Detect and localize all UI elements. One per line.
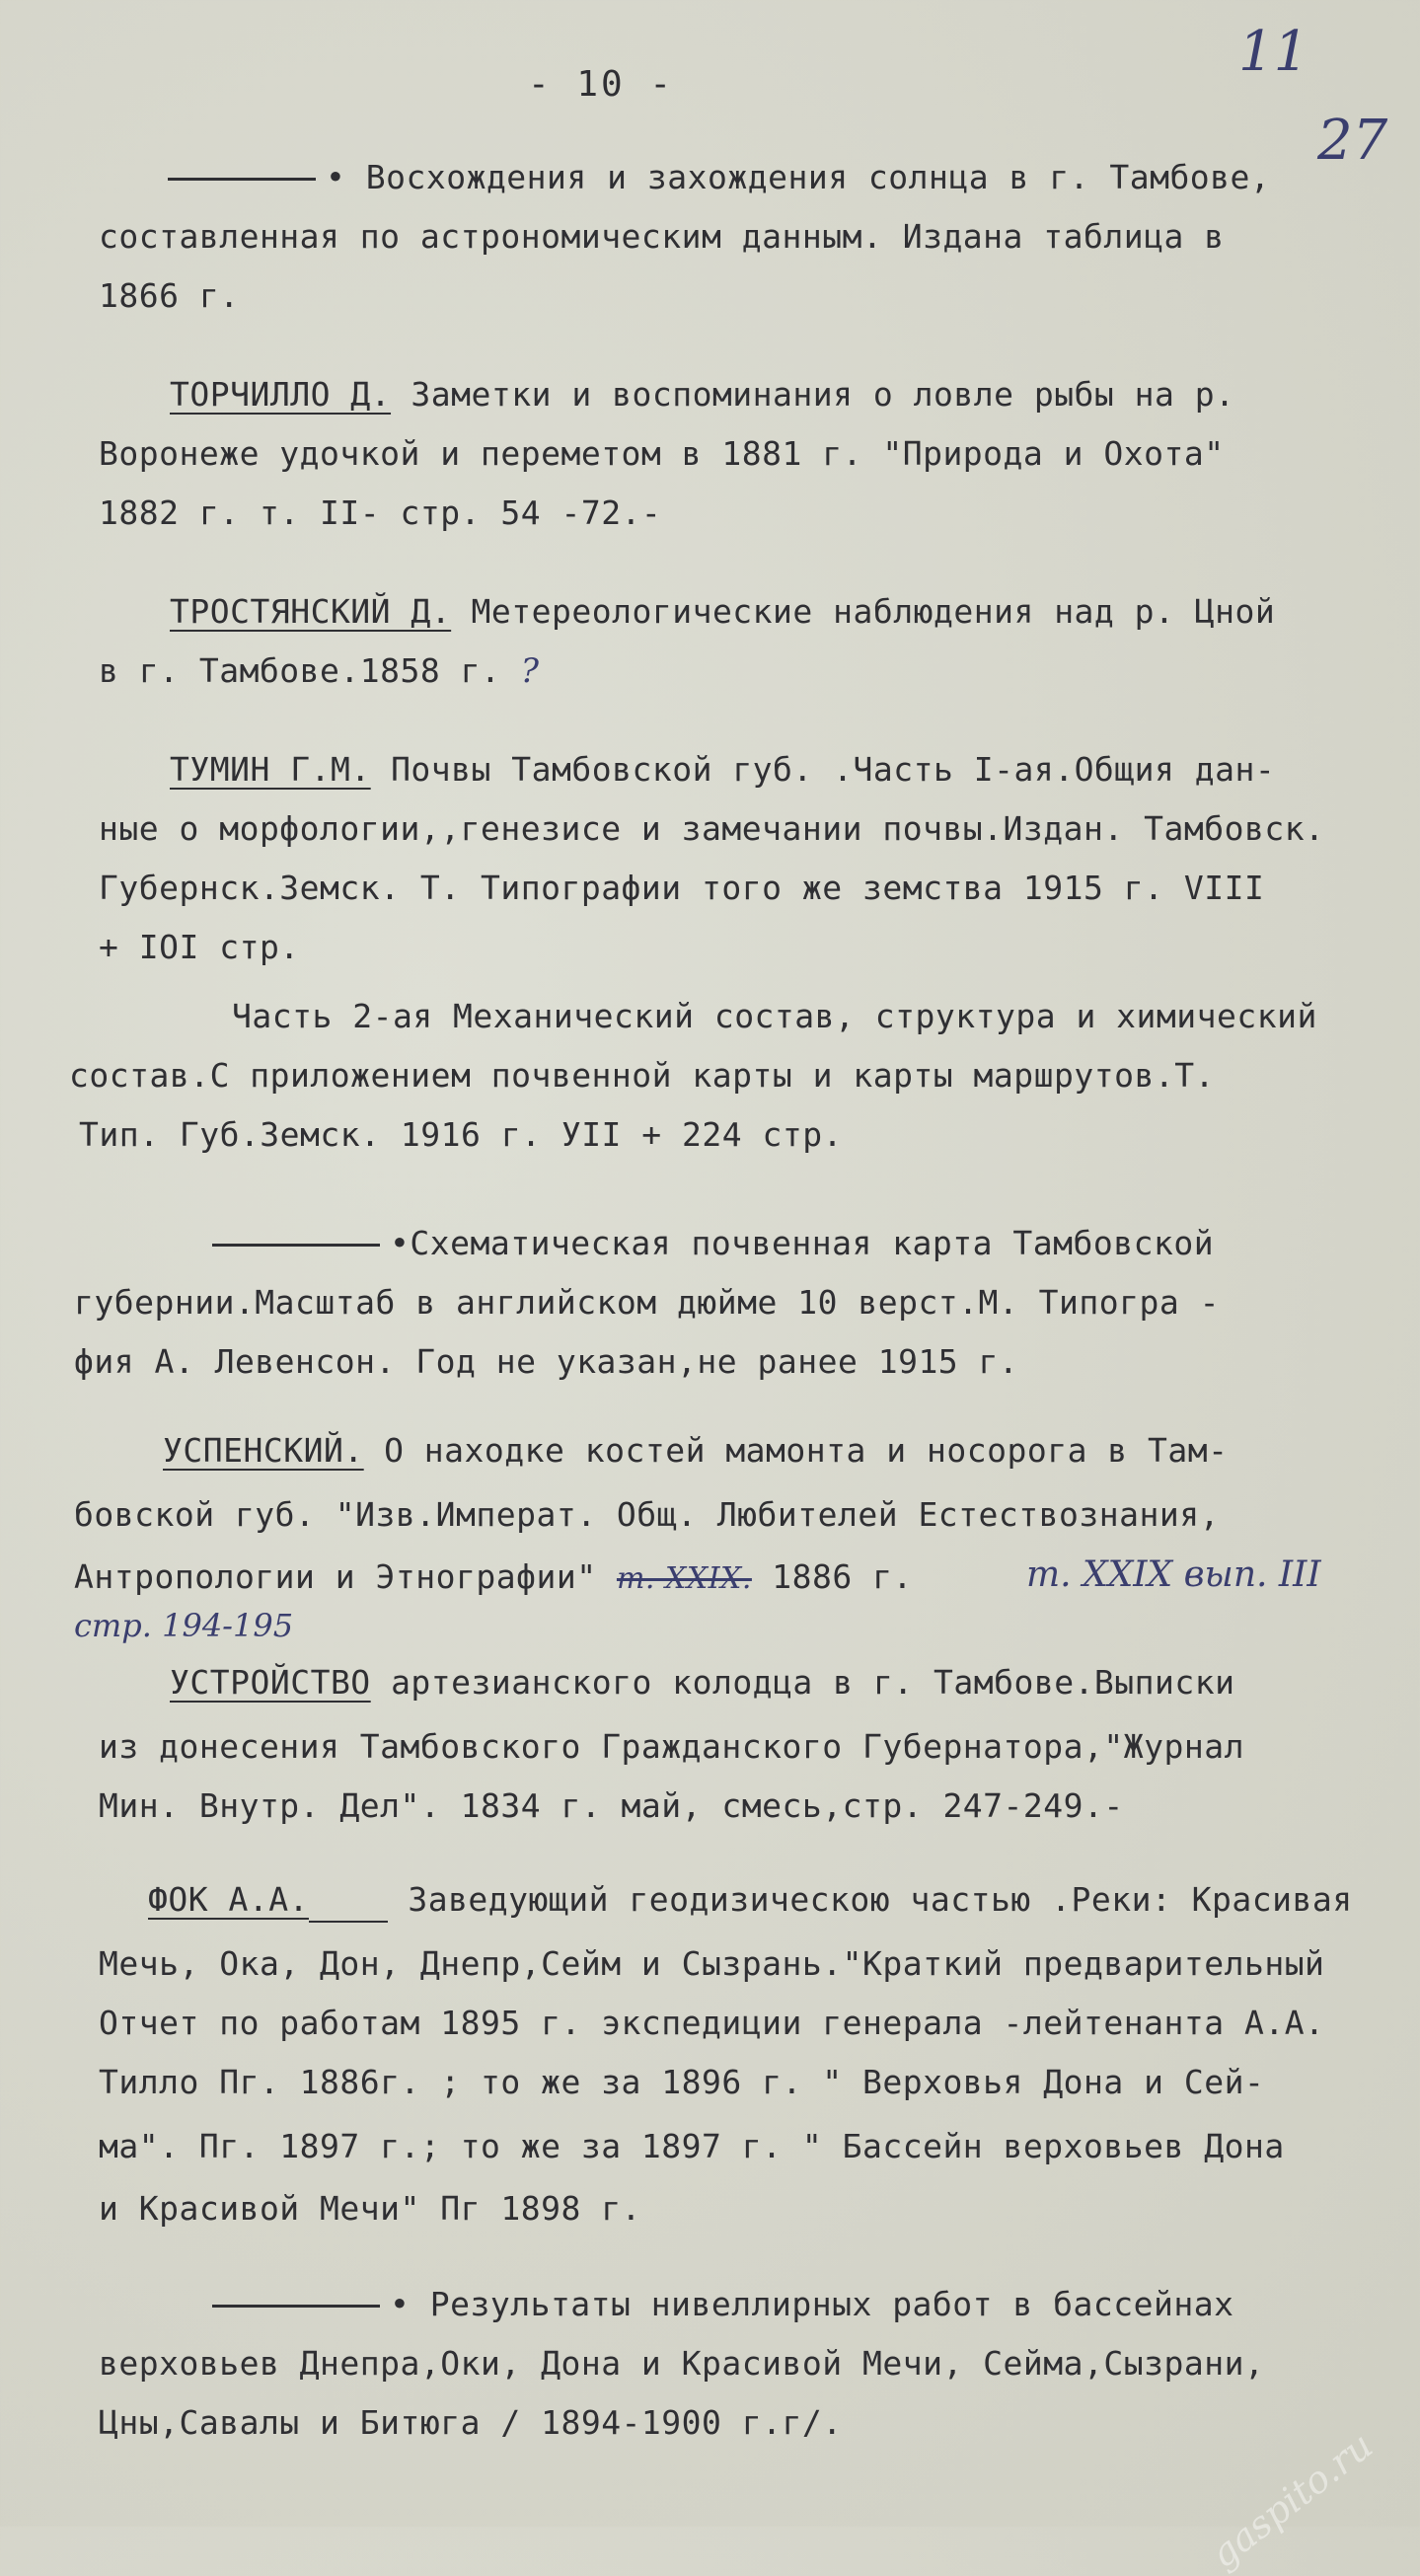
entry-4-line-0: •Схематическая почвенная карта Тамбовской [212,1224,1214,1263]
entry-7-author: ФОК А.А. [148,1880,309,1919]
entry-3-line-6: Тип. Губ.Земск. 1916 г. УII + 224 стр. [79,1115,843,1154]
entry-1-line-2: 1882 г. т. II- стр. 54 -72.- [99,493,662,532]
entry-8-line-0: • Результаты нивеллирных работ в бассейнах [212,2285,1233,2324]
entry-3-line-3: + IOI стр. [99,928,300,966]
entry-8-line-1: верховьев Днепра,Оки, Дона и Красивой Мечи, Сейма,Сызрани, [99,2344,1265,2383]
watermark: gaspito.ru [1202,2423,1381,2576]
entry-5-line-2: Антропологии и Этнографии" т. XXIX. 1886 г. [74,1557,913,1596]
entry-7-line-1: Мечь, Ока, Дон, Днепр,Сейм и Сызрань."Краткий предварительный [99,1944,1325,1983]
entry-3-line-1: ные о морфологии,,генезисе и замечании почвы.Издан. Тамбовск. [99,809,1325,848]
entry-0-line-0: • Восхождения и захождения солнца в г. Тамбове, [168,158,1270,197]
entry-3-line-0: ТУМИН Г.М. Почвы Тамбовской губ. .Часть I-ая.Общия дан- [170,750,1276,789]
entry-3-line-5: состав.С приложением почвенной карты и карты маршрутов.Т. [69,1056,1215,1095]
entry-1-line-0: ТОРЧИЛЛО Д. Заметки и воспоминания о ловле рыбы на р. [170,375,1235,414]
entry-4-line-2: фия А. Левенсон. Год не указан,не ранее 1915 г. [74,1342,1019,1381]
handwritten-pages-note: стр. 194-195 [74,1607,294,1644]
entry-0-line-1: составленная по астрономическим данным. Издана таблица в [99,217,1225,256]
entry-7-line-4: ма". Пг. 1897 г.; то же за 1897 г. " Бассейн верховьев Дона [99,2127,1285,2165]
entry-2-line-1: в г. Тамбове.1858 г. ? [99,651,540,691]
entry-6-author: УСТРОЙСТВО [170,1663,371,1702]
archive-old-number: 27 [1317,109,1388,173]
entry-7-line-3: Тилло Пг. 1886г. ; то же за 1896 г. " Верховья Дона и Сей- [99,2063,1265,2101]
archive-sheet-number: 11 [1238,20,1309,84]
page-number: - 10 - [528,64,675,105]
entry-2-author: ТРОСТЯНСКИЙ Д. [170,592,452,631]
entry-5-line-0: УСПЕНСКИЙ. О находке костей мамонта и носорога в Там- [163,1431,1229,1470]
entry-3-author: ТУМИН Г.М. [170,750,371,789]
entry-7-line-2: Отчет по работам 1895 г. экспедиции генерала -лейтенанта А.А. [99,2004,1325,2042]
entry-5-line-1: бовской губ. "Изв.Императ. Общ. Любителей Естествознания, [74,1495,1220,1534]
entry-3-line-4: Часть 2-ая Механический состав, структура и химический [232,997,1317,1035]
entry-7-line-0: ФОК А.А. Заведующий геодизическою частью .Реки: Красивая [148,1880,1353,1923]
entry-6-line-1: из донесения Тамбовского Гражданского Губернатора,"Журнал [99,1727,1244,1766]
entry-3-line-2: Губернск.Земск. Т. Типографии того же земства 1915 г. VIII [99,869,1265,907]
entry-0-line-2: 1866 г. [99,276,240,315]
handwritten-volume-note: т. XXIX вып. III [1026,1554,1321,1595]
entry-7-line-5: и Красивой Мечи" Пг 1898 г. [99,2189,641,2228]
entry-6-line-2: Мин. Внутр. Дел". 1834 г. май, смесь,стр. 247-249.- [99,1786,1124,1825]
handwritten-question-mark: ? [520,651,540,691]
entry-4-line-1: губернии.Масштаб в английском дюйме 10 верст.М. Типогра - [74,1283,1220,1322]
handwritten-struck-volume: т. XXIX. [616,1561,752,1596]
entry-2-line-0: ТРОСТЯНСКИЙ Д. Метереологические наблюдения над р. Цной [170,592,1276,631]
entry-1-author: ТОРЧИЛЛО Д. [170,375,392,414]
entry-1-line-1: Воронеже удочкой и переметом в 1881 г. "Природа и Охота" [99,434,1225,473]
entry-6-line-0: УСТРОЙСТВО артезианского колодца в г. Тамбове.Выписки [170,1663,1235,1702]
entry-8-line-2: Цны,Савалы и Битюга / 1894-1900 г.г/. [99,2403,843,2442]
entry-5-author: УСПЕНСКИЙ. [163,1431,364,1470]
